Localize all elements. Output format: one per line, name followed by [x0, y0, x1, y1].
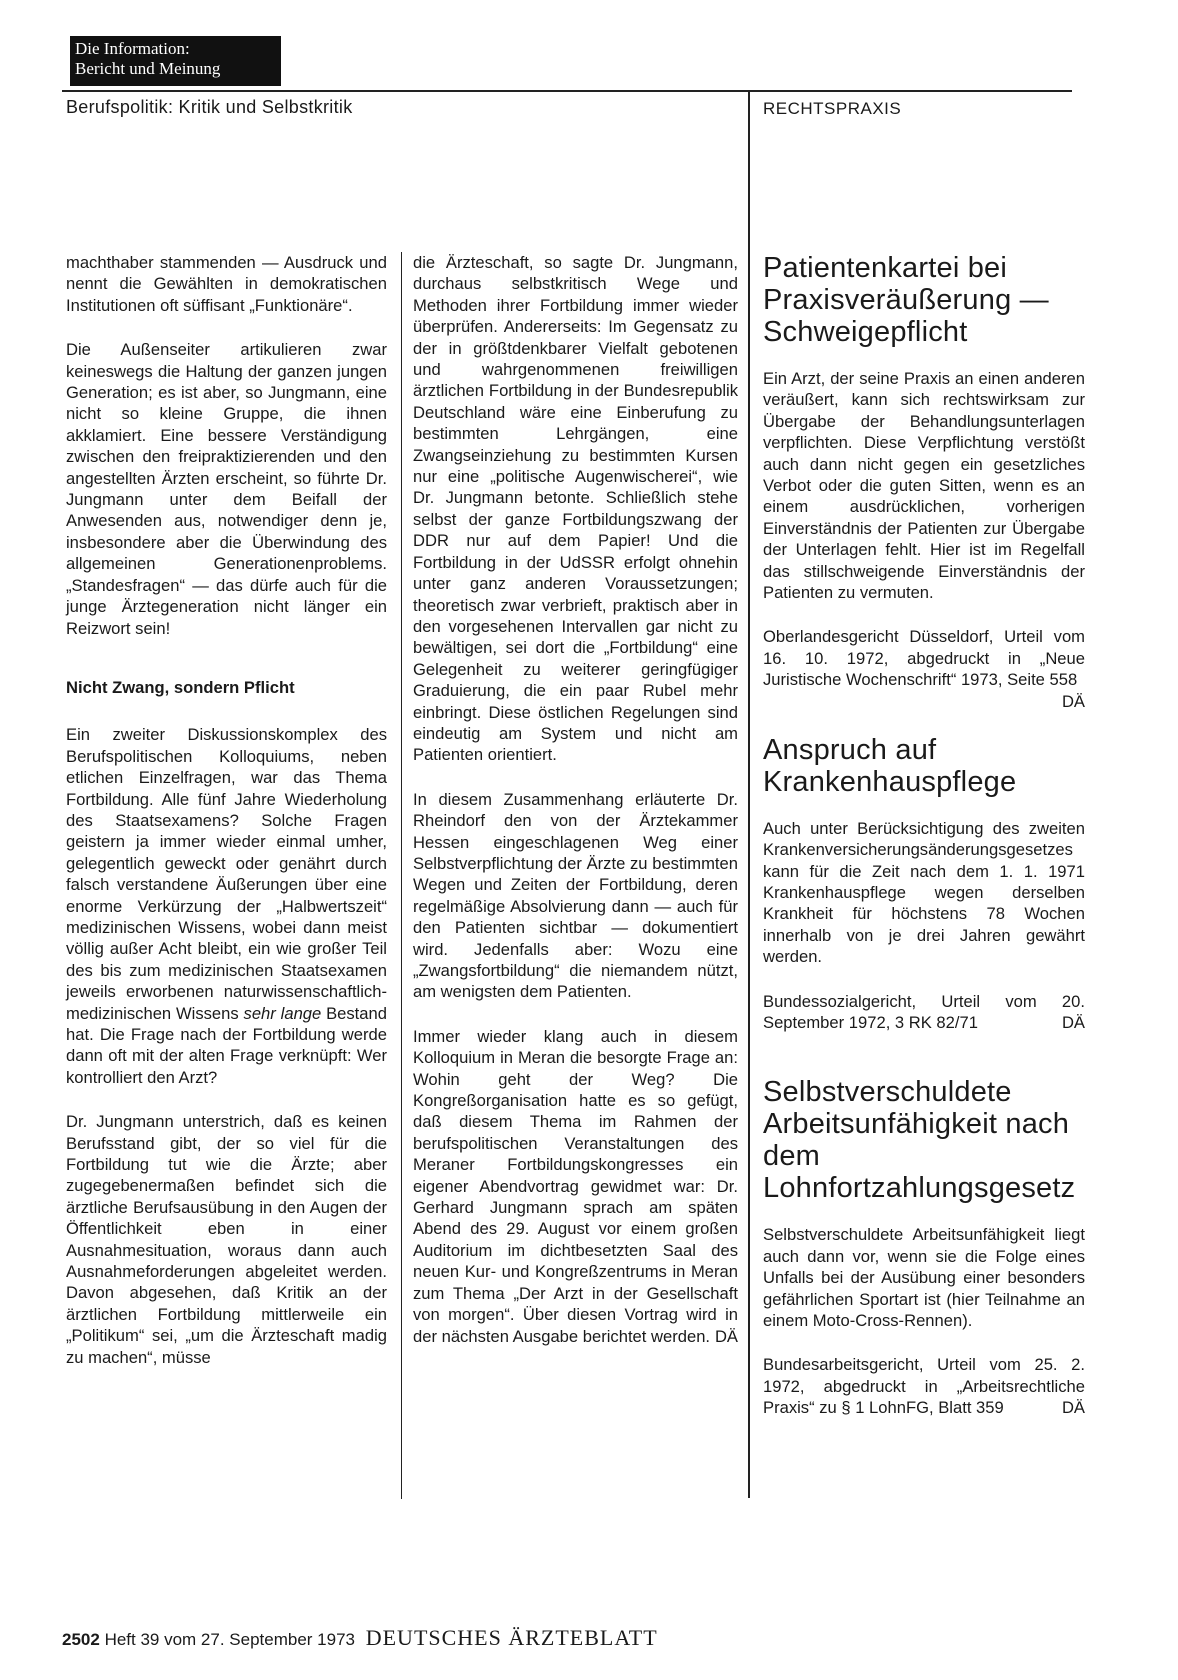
masthead: [70, 36, 281, 86]
court-citation: Bundessozialgericht, Urteil vom 20. September 1972, 3 RK 82/71 DÄ: [763, 991, 1085, 1032]
section-title: Berufspolitik: Kritik und Selbstkritik: [66, 97, 353, 117]
subheading: Nicht Zwang, sondern Pflicht: [66, 677, 295, 697]
legal-briefs-column: [763, 252, 1085, 1462]
header-rule: [62, 90, 1072, 92]
masthead-line2: Bericht und Meinung: [75, 59, 221, 78]
author-signature: DÄ: [1061, 1012, 1085, 1032]
paragraph: Auch unter Berücksichtigung des zweiten Krankenversicherungsänderungsgesetzes kann für die Zeit nach dem 1. 1. 1971 Krankenhauspflege wegen derselben Krankheit für höchstens 78 Wochen innerhalb von je drei Jahren gewährt werden.: [763, 818, 1085, 967]
magazine-name: DEUTSCHES ÄRZTEBLATT: [365, 1625, 658, 1650]
headline: Anspruch auf Krankenhauspflege: [763, 733, 1017, 798]
headline: Selbstverschuldete Arbeitsunfähigkeit nach dem Lohnfortzahlungsgesetz: [763, 1076, 1076, 1205]
article-column-2: [413, 252, 738, 1370]
paragraph: machthaber stammenden — Ausdruck und nennt die Gewählten in demokratischen Institutionen oft süffisant „Funktionäre“.: [66, 253, 387, 315]
article-column-1: [66, 252, 387, 1391]
paragraph: In diesem Zusammenhang erläuterte Dr. Rheindorf den von der Ärztekammer Hessen eingeschlagenen Weg einer Selbstverpflichtung der Ärzte zu bestimmten Wegen und Zeiten der Fortbildung, deren regelmäßige Absolvierung dann — auch für den Patienten sichtbar — dokumentiert wird. Jedenfalls aber: Wozu eine „Zwangsfortbildung“ die niemandem nützt, am wenigsten dem Patienten.: [413, 789, 738, 1002]
author-signature: DÄ: [1061, 691, 1085, 711]
issue-info: Heft 39 vom 27. September 1973: [104, 1630, 355, 1649]
paragraph: Die Außenseiter artikulieren zwar keineswegs die Haltung der ganzen jungen Generation; es ist aber, so Jungmann, eine nicht so kleine Gruppe, die ihnen akklamiert. Eine bessere Verständigung zwischen den freipraktizierenden und den angestellten Ärzten erscheint, so führte Dr. Jungmann unter dem Beifall der Anwesenden aus, notwendiger denn je, insbesondere aber die Überwindung des allgemeinen Generationenproblems. „Standesfragen“ — das dürfe auch für die junge Ärztegeneration nicht länger ein Reizwort sein!: [66, 340, 387, 638]
court-citation: Bundesarbeitsgericht, Urteil vom 25. 2. 1972, abgedruckt in „Arbeitsrechtliche Praxis“ zu § 1 LohnFG, Blatt 359 DÄ: [763, 1355, 1085, 1418]
paragraph: Ein zweiter Diskussionskomplex des Berufspolitischen Kolloquiums, neben etlichen Einzelfragen, war das Thema Fortbildung. Alle fünf Jahre Wiederholung des Staatsexamens? Solche Fragen geistern ja immer wieder einmal umher, gelegentlich geweckt oder genährt durch falsch verstandene Äußerungen über eine enorme Verkürzung der „Halbwertszeit“ medizinischen Wissens, wobei dann meist völlig außer Acht bleibt, ein wie großer Teil des bis zum medizinischen Staatsexamen jeweils erworbenen naturwissenschaftlich-medizinischen Wissens sehr lange Bestand hat. Die Frage nach der Fortbildung werde dann oft mit der alten Frage verknüpft: Wer kontrolliert den Arzt?: [66, 725, 387, 1087]
page-number: 2502: [62, 1630, 100, 1649]
paragraph: Immer wieder klang auch in diesem Kolloquium in Meran die besorgte Frage an: Wohin geht der Weg? Die Kongreßorganisation hatte es so gefügt, daß diesem Thema im Rahmen der berufspolitischen Veranstaltungen des Meraner Fortbildungskongresses ein eigener Abendvortrag gewidmet war: Dr. Gerhard Jungmann sprach am späten Abend des 29. August vor einem großen Auditorium im dichtbesetzten Saal des neuen Kur- und Kongreßzentrums in Meran zum Thema „Der Arzt in der Gesellschaft von morgen“. Über diesen Vortrag wird in der nächsten Ausgabe berichtet werden. DÄ: [413, 1026, 738, 1346]
column-separator-2: [401, 252, 402, 1499]
author-signature: DÄ: [714, 1326, 738, 1346]
paragraph: die Ärzteschaft, so sagte Dr. Jungmann, durchaus selbstkritisch Wege und Methoden ihrer Fortbildung immer wieder überprüfen. Andererseits: Im Gegensatz zu der in größtdenkbarer Vielfalt gebotenen und wahrgenommenen freiwilligen ärztlichen Fortbildung in der Bundesrepublik Deutschland wäre eine Einberufung zu bestimmten Lehrgängen, eine Zwangseinziehung zu bestimmten Kursen nur eine „politische Augenwischerei“, wie Dr. Jungmann betonte. Schließlich stehe selbst der ganze Fortbildungszwang der DDR nur auf dem Papier! Und die Fortbildung in der UdSSR erfolgt ohnehin unter ganz anderen Voraussetzungen; theoretisch zwar verbrieft, praktisch aber in den vorgesehenen Intervallen gar nicht zu bewältigen, sei dort die „Fortbildung“ eine Gelegenheit zu weiterer geringfügiger Graduierung, die ein paar Rubel mehr einbringt. Diese östlichen Regelungen sind eindeutig am System und nicht am Patienten orientiert.: [413, 253, 738, 765]
headline: Patientenkartei bei Praxisveräußerung — Schweigepflicht: [763, 252, 1049, 348]
emphasis: sehr lange: [243, 1003, 322, 1023]
masthead-line1: Die Information:: [75, 39, 190, 58]
rubric-title: RECHTSPRAXIS: [763, 99, 902, 118]
author-signature: DÄ: [1061, 1398, 1085, 1418]
court-citation: Oberlandesgericht Düsseldorf, Urteil vom 16. 10. 1972, abgedruckt in „Neue Juristische Wochenschrift“ 1973, Seite 558 DÄ: [763, 627, 1085, 711]
paragraph: Dr. Jungmann unterstrich, daß es keinen Berufsstand gibt, der so viel für die Fortbildung tut wie die Ärzte; aber zugegebenermaßen befindet sich die ärztliche Berufsausübung in den Augen der Öffentlichkeit eben in einer Ausnahmesituation, woraus dann auch Ausnahmeforderungen abgeleitet werden. Davon abgesehen, daß Kritik an der ärztlichen Fortbildung mittlerweile ein „Politikum“ sei, „um die Ärzteschaft madig zu machen“, müsse: [66, 1112, 387, 1367]
column-separator-3: [748, 90, 750, 1498]
paragraph: Selbstverschuldete Arbeitsunfähigkeit liegt auch dann vor, wenn sie die Folge eines Unfalls bei der Ausübung einer besonders gefährlichen Sportart ist (hier Teilnahme an einem Moto-Cross-Rennen).: [763, 1225, 1085, 1330]
paragraph: Ein Arzt, der seine Praxis an einen anderen veräußert, kann sich rechtswirksam zur Übergabe der Behandlungsunterlagen verpflichten. Diese Verpflichtung verstößt auch dann nicht gegen ein gesetzliches Verbot oder die guten Sitten, wenn es an einem ausdrücklichen, vorherigen Einverständnis der Patienten zur Übergabe der Unterlagen fehlt. Hier ist im Regelfall das stillschweigende Einverständnis der Patienten zu vermuten.: [763, 369, 1085, 603]
page-footer: [62, 1625, 658, 1651]
